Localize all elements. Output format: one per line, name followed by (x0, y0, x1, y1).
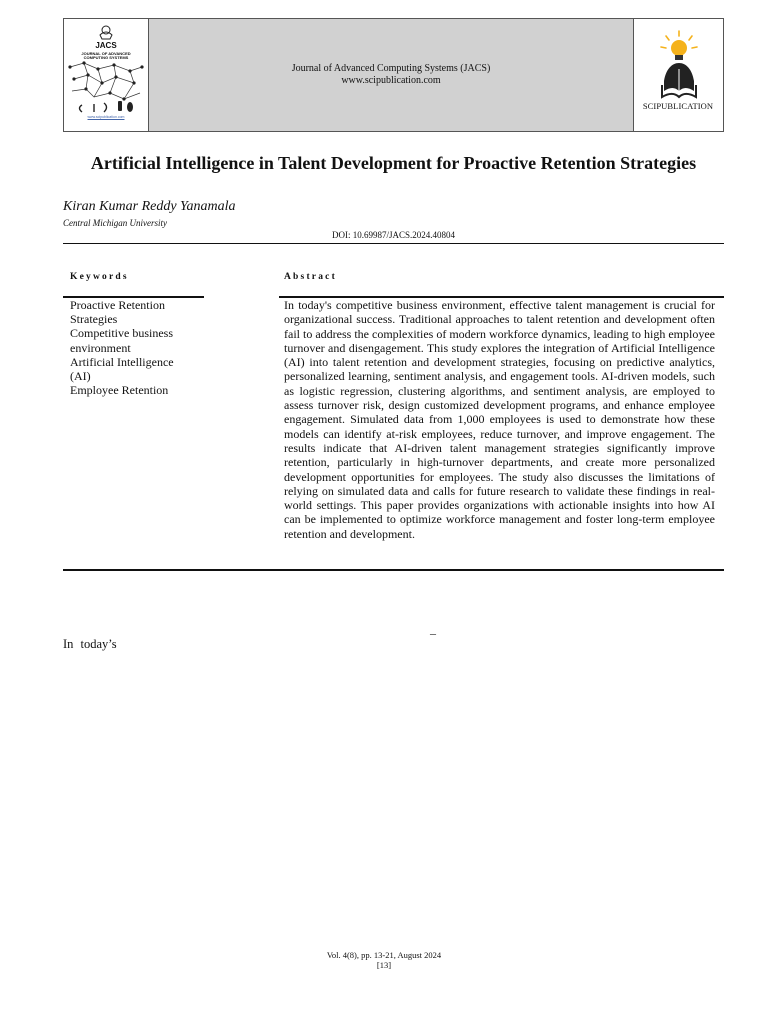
body-text-start: In today’s (63, 637, 117, 651)
paper-author: Kiran Kumar Reddy Yanamala (63, 199, 236, 214)
keywords-heading: Keywords (70, 272, 129, 282)
keyword-line: environment (70, 340, 131, 355)
paper-title: Artificial Intelligence in Talent Development for Proactive Retention Strategies (90, 153, 697, 173)
jacs-logo-subtitle: JOURNAL OF ADVANCED COMPUTING SYSTEMS (81, 51, 131, 60)
header-divider (63, 243, 724, 244)
journal-name: Journal of Advanced Computing Systems (JACS) (291, 63, 491, 74)
keyword-line: Proactive Retention (70, 298, 165, 312)
author-affiliation: Central Michigan University (63, 218, 167, 228)
abstract-text: In today's competitive business environment, effective talent management is crucial for organizational success. Traditional approaches to talent retention and development often fail to address the complexities of modern workforce dynamics, leading to high employee turnover and disengagement. This study explores the integration of Artificial Intelligence (AI) into talent retention and development strategies, focusing on predictive analytics, personalized learning, sentiment analysis, and engagement tools. AI-driven models, such as logistic regression, clustering algorithms, and sentiment analysis, are employed to assess turnover risk, design customized development programs, and enhance employee engagement. Simulated data from 1,000 employees is used to demonstrate how these models can identify at-risk employees, reduce turnover, and improve engagement. The results indicate that AI-driven talent management strategies significantly improve retention, particularly in high-turnover departments, and create more personalized development opportunities for employees. The study also discusses the limitations of relying on simulated data and calls for future research to validate these findings in real-world settings. This paper provides organizations with actionable insights into how AI can be implemented to optimize workforce management and foster long-term employee retention and development. (284, 298, 715, 541)
keyword-line: Competitive business (70, 326, 173, 341)
abstract-bottom-rule (63, 569, 724, 571)
keyword-line: (AI) (70, 369, 91, 384)
keyword-line: Artificial Intelligence (70, 354, 174, 369)
abstract-heading: Abstract (284, 272, 337, 282)
scipublication-logo-panel (633, 19, 723, 131)
journal-header (63, 18, 724, 132)
jacs-logo-panel (64, 19, 149, 131)
jacs-logo-url[interactable]: www.scipublication.com (87, 115, 125, 119)
jacs-logo-name: JACS (95, 41, 117, 50)
keywords-list (70, 298, 204, 397)
page-footer (0, 950, 768, 970)
lightbulb-book-logo-icon (658, 29, 700, 111)
keyword-line: Strategies (70, 312, 118, 327)
keyword-line: Employee Retention (70, 383, 169, 398)
page-number: [13] (376, 960, 392, 970)
paper-doi[interactable]: DOI: 10.69987/JACS.2024.40804 (331, 230, 455, 240)
journal-info (149, 19, 633, 131)
volume-info: Vol. 4(8), pp. 13-21, August 2024 (326, 950, 442, 960)
scipublication-logo-name: SCIPUBLICATION (642, 101, 714, 111)
journal-url[interactable]: www.scipublication.com (341, 75, 441, 86)
section-dash: – (430, 626, 436, 640)
